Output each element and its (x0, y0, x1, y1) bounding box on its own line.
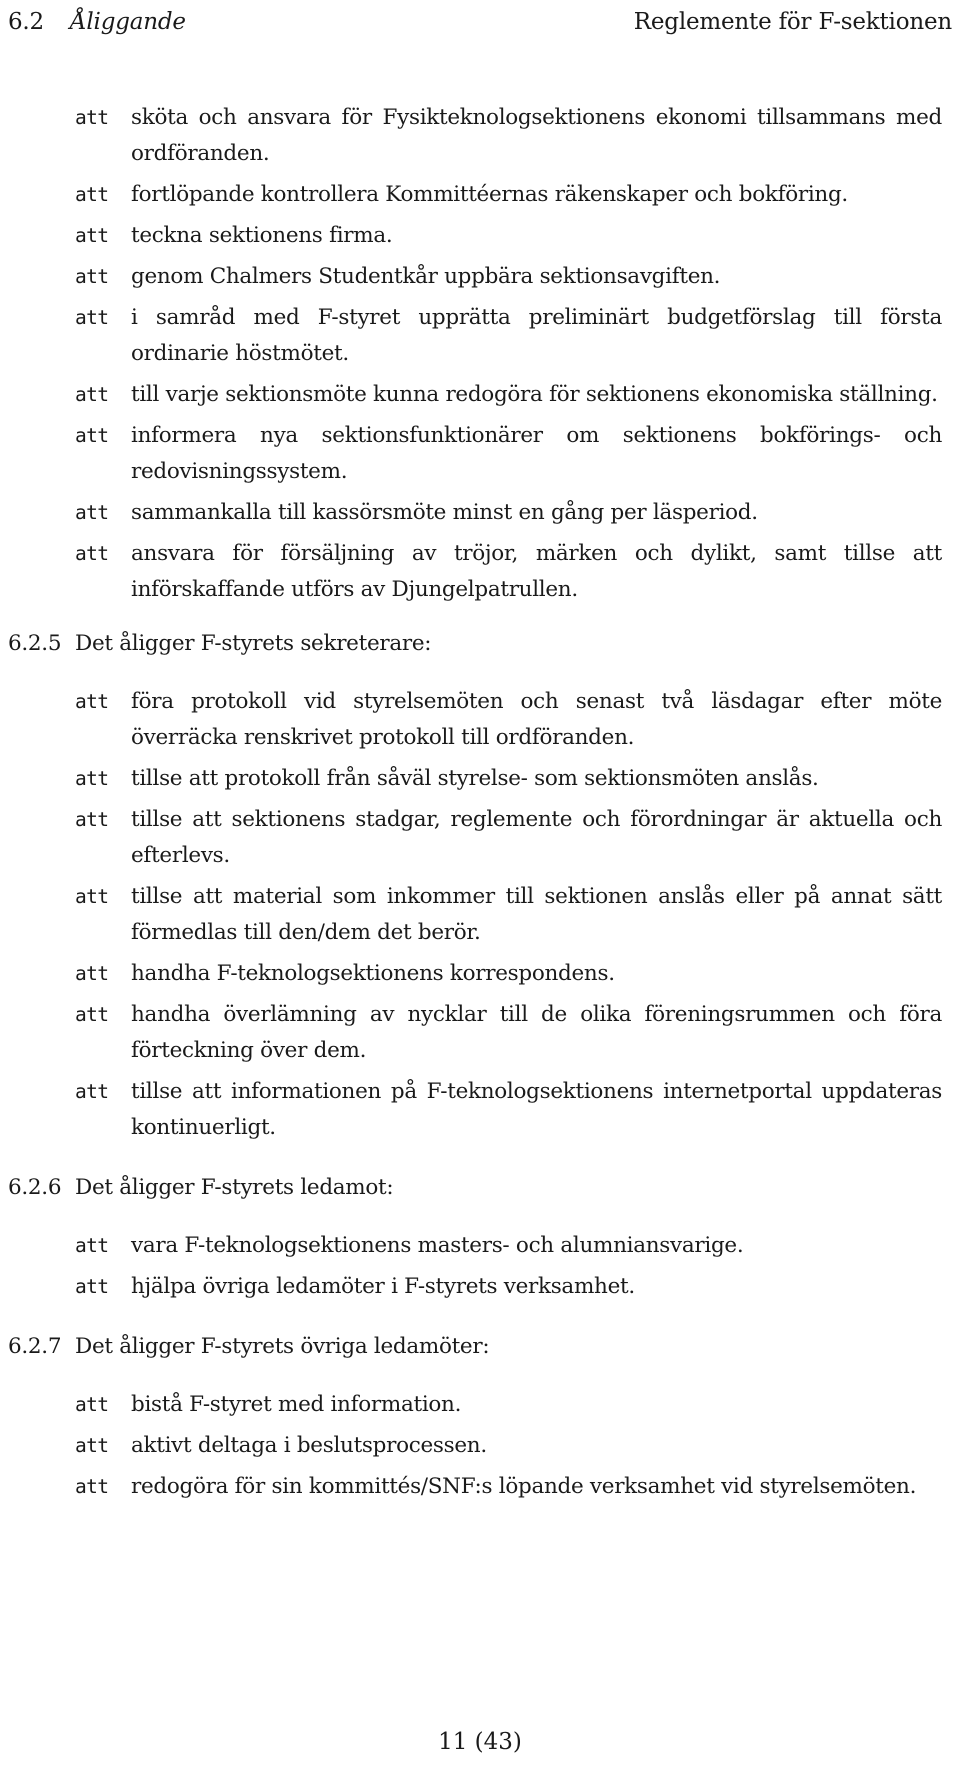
list-item-text: i samråd med F-styret upprätta preliminärt budgetförslag till första ordinarie höstmötet. (131, 305, 942, 366)
att-list-member (8, 1228, 952, 1305)
att-keyword: att (75, 690, 109, 713)
att-keyword: att (75, 224, 109, 247)
list-item (75, 300, 942, 372)
list-item-text: aktivt deltaga i beslutsprocessen. (131, 1433, 487, 1458)
list-item-text: till varje sektionsmöte kunna redogöra för sektionens ekonomiska ställning. (131, 382, 938, 407)
header-document-title: Reglemente för F-sektionen (633, 9, 952, 35)
list-item (75, 1428, 942, 1464)
list-item (75, 1387, 942, 1423)
page-content (8, 100, 952, 1510)
list-item (75, 259, 942, 295)
list-item (75, 802, 942, 874)
list-item (75, 956, 942, 992)
att-keyword: att (75, 962, 109, 985)
list-item-text: bistå F-styret med information. (131, 1392, 462, 1417)
att-list-secretary (8, 684, 952, 1146)
list-item (75, 879, 942, 951)
subsection-title: Det åligger F-styrets övriga ledamöter: (75, 1334, 490, 1359)
page-number: 11 (43) (438, 1729, 522, 1755)
att-keyword: att (75, 1080, 109, 1103)
list-item-text: genom Chalmers Studentkår uppbära sektionsavgiften. (131, 264, 721, 289)
list-item (75, 377, 942, 413)
list-item-text: handha F-teknologsektionens korrespondens. (131, 961, 615, 986)
att-keyword: att (75, 106, 109, 129)
list-item-text: tillse att material som inkommer till sektionen anslås eller på annat sätt förmedlas till den/dem det berör. (131, 884, 942, 945)
list-item-text: informera nya sektionsfunktionärer om sektionens bokförings- och redovisningssystem. (131, 423, 942, 484)
att-keyword: att (75, 1003, 109, 1026)
list-item-text: teckna sektionens firma. (131, 223, 393, 248)
att-keyword: att (75, 1393, 109, 1416)
list-item-text: tillse att protokoll från såväl styrelse- som sektionsmöten anslås. (131, 766, 819, 791)
att-keyword: att (75, 1275, 109, 1298)
list-item (75, 1469, 942, 1505)
att-list-continued (8, 100, 952, 608)
list-item-text: redogöra för sin kommittés/SNF:s löpande verksamhet vid styrelsemöten. (131, 1474, 917, 1499)
list-item (75, 1269, 942, 1305)
list-item-text: hjälpa övriga ledamöter i F-styrets verksamhet. (131, 1274, 635, 1299)
att-keyword: att (75, 808, 109, 831)
list-item-text: tillse att informationen på F-teknologsektionens internetportal uppdateras kontinuerligt. (131, 1079, 942, 1140)
att-keyword: att (75, 501, 109, 524)
att-keyword: att (75, 424, 109, 447)
att-list-other-members (8, 1387, 952, 1505)
list-item (75, 536, 942, 608)
list-item (75, 1228, 942, 1264)
header-section (8, 4, 186, 40)
list-item-text: tillse att sektionens stadgar, reglemente och förordningar är aktuella och efterlevs. (131, 807, 942, 868)
list-item-text: fortlöpande kontrollera Kommittéernas räkenskaper och bokföring. (131, 182, 848, 207)
list-item (75, 761, 942, 797)
list-item (75, 495, 942, 531)
subsection-title: Det åligger F-styrets ledamot: (75, 1175, 394, 1200)
list-item (75, 997, 942, 1069)
running-header (8, 4, 952, 40)
list-item-text: handha överlämning av nycklar till de olika föreningsrummen och föra förteckning över dem. (131, 1002, 942, 1063)
subsection-heading (8, 1170, 952, 1206)
header-section-number: 6.2 (8, 9, 44, 35)
att-keyword: att (75, 767, 109, 790)
header-section-title: Åliggande (69, 9, 186, 35)
list-item-text: sköta och ansvara för Fysikteknologsektionens ekonomi tillsammans med ordföranden. (131, 105, 942, 166)
list-item-text: ansvara för försäljning av tröjor, märken och dylikt, samt tillse att införskaffande utförs av Djungelpatrullen. (131, 541, 942, 602)
list-item (75, 218, 942, 254)
list-item (75, 100, 942, 172)
subsection-heading (8, 626, 952, 662)
att-keyword: att (75, 542, 109, 565)
list-item-text: vara F-teknologsektionens masters- och alumniansvarige. (131, 1233, 744, 1258)
subsection-heading (8, 1329, 952, 1365)
list-item (75, 418, 942, 490)
att-keyword: att (75, 1475, 109, 1498)
att-keyword: att (75, 1234, 109, 1257)
list-item (75, 684, 942, 756)
list-item (75, 1074, 942, 1146)
att-keyword: att (75, 183, 109, 206)
list-item-text: föra protokoll vid styrelsemöten och senast två läsdagar efter möte överräcka renskrivet protokoll till ordföranden. (131, 689, 942, 750)
att-keyword: att (75, 306, 109, 329)
subsection-number: 6.2.5 (8, 631, 62, 656)
att-keyword: att (75, 885, 109, 908)
att-keyword: att (75, 1434, 109, 1457)
att-keyword: att (75, 383, 109, 406)
subsection-number: 6.2.7 (8, 1334, 62, 1359)
list-item-text: sammankalla till kassörsmöte minst en gång per läsperiod. (131, 500, 758, 525)
att-keyword: att (75, 265, 109, 288)
list-item (75, 177, 942, 213)
subsection-number: 6.2.6 (8, 1175, 62, 1200)
subsection-title: Det åligger F-styrets sekreterare: (75, 631, 432, 656)
